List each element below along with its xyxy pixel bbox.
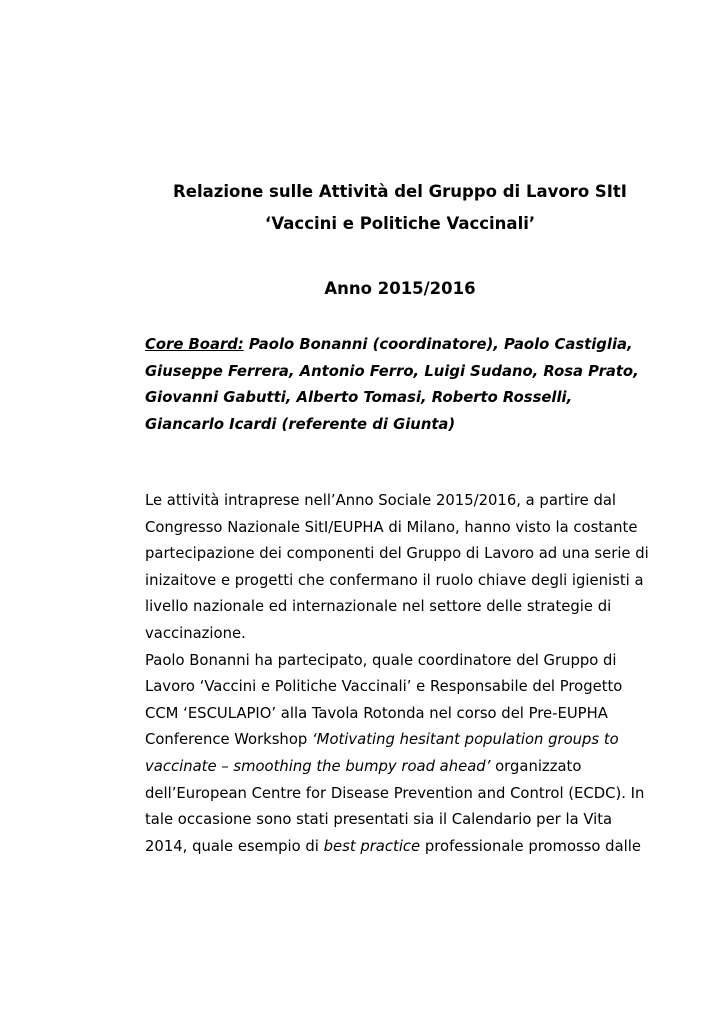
body-line: inizaitove e progetti che confermano il ruolo chiave degli igienisti a <box>145 571 644 589</box>
document-subtitle: ‘Vaccini e Politiche Vaccinali’ <box>264 214 536 233</box>
body-line: CCM ‘ESCULAPIO’ alla Tavola Rotonda nel corso del Pre-EUPHA <box>145 704 608 722</box>
body-text-segment: professionale promosso dalle <box>420 837 641 855</box>
document-title: Relazione sulle Attività del Gruppo di Lavoro SItI <box>173 182 627 201</box>
workshop-title-italic: ‘Motivating hesitant population groups to <box>311 731 619 749</box>
body-text-segment: organizzato <box>490 757 582 775</box>
body-text-segment: Conference Workshop <box>145 731 312 749</box>
body-line: Le attività intraprese nell’Anno Sociale 2015/2016, a partire dal <box>145 492 617 509</box>
body-line: livello nazionale ed internazionale nel settore delle strategie di <box>145 598 612 616</box>
body-line: dell’European Centre for Disease Prevention and Control (ECDC). In <box>145 784 645 802</box>
core-board-line-3: Giovanni Gabutti, Alberto Tomasi, Roberto Rosselli, <box>145 389 573 407</box>
body-line: Lavoro ‘Vaccini e Politiche Vaccinali’ e Responsabile del Progetto <box>145 678 623 696</box>
body-line: Congresso Nazionale SitI/EUPHA di Milano, hanno visto la costante <box>145 518 638 536</box>
body-line: partecipazione dei componenti del Gruppo di Lavoro ad una serie di <box>145 545 649 563</box>
core-board-line-2: Giuseppe Ferrera, Antonio Ferro, Luigi Sudano, Rosa Prato, <box>145 362 639 380</box>
best-practice-italic: best practice <box>323 837 421 855</box>
core-board-label: Core Board: <box>145 336 244 353</box>
body-line: tale occasione sono stati presentati sia il Calendario per la Vita <box>145 811 613 829</box>
body-line: Paolo Bonanni ha partecipato, quale coordinatore del Gruppo di <box>145 651 617 669</box>
core-board-line-1 <box>145 332 639 359</box>
body-line <box>145 834 649 861</box>
workshop-title-italic: vaccinate – smoothing the bumpy road ahead’ <box>145 757 491 775</box>
body-line <box>145 754 649 781</box>
body-paragraphs <box>145 488 649 860</box>
body-line <box>145 727 649 754</box>
document-year: Anno 2015/2016 <box>324 279 476 298</box>
body-line: vaccinazione. <box>145 624 246 642</box>
core-board-members-1: Paolo Bonanni (coordinatore), Paolo Castiglia, <box>243 336 633 353</box>
core-board-line-4: Giancarlo Icardi (referente di Giunta) <box>145 415 456 433</box>
core-board-section <box>145 332 639 438</box>
body-text-segment: 2014, quale esempio di <box>145 837 324 855</box>
